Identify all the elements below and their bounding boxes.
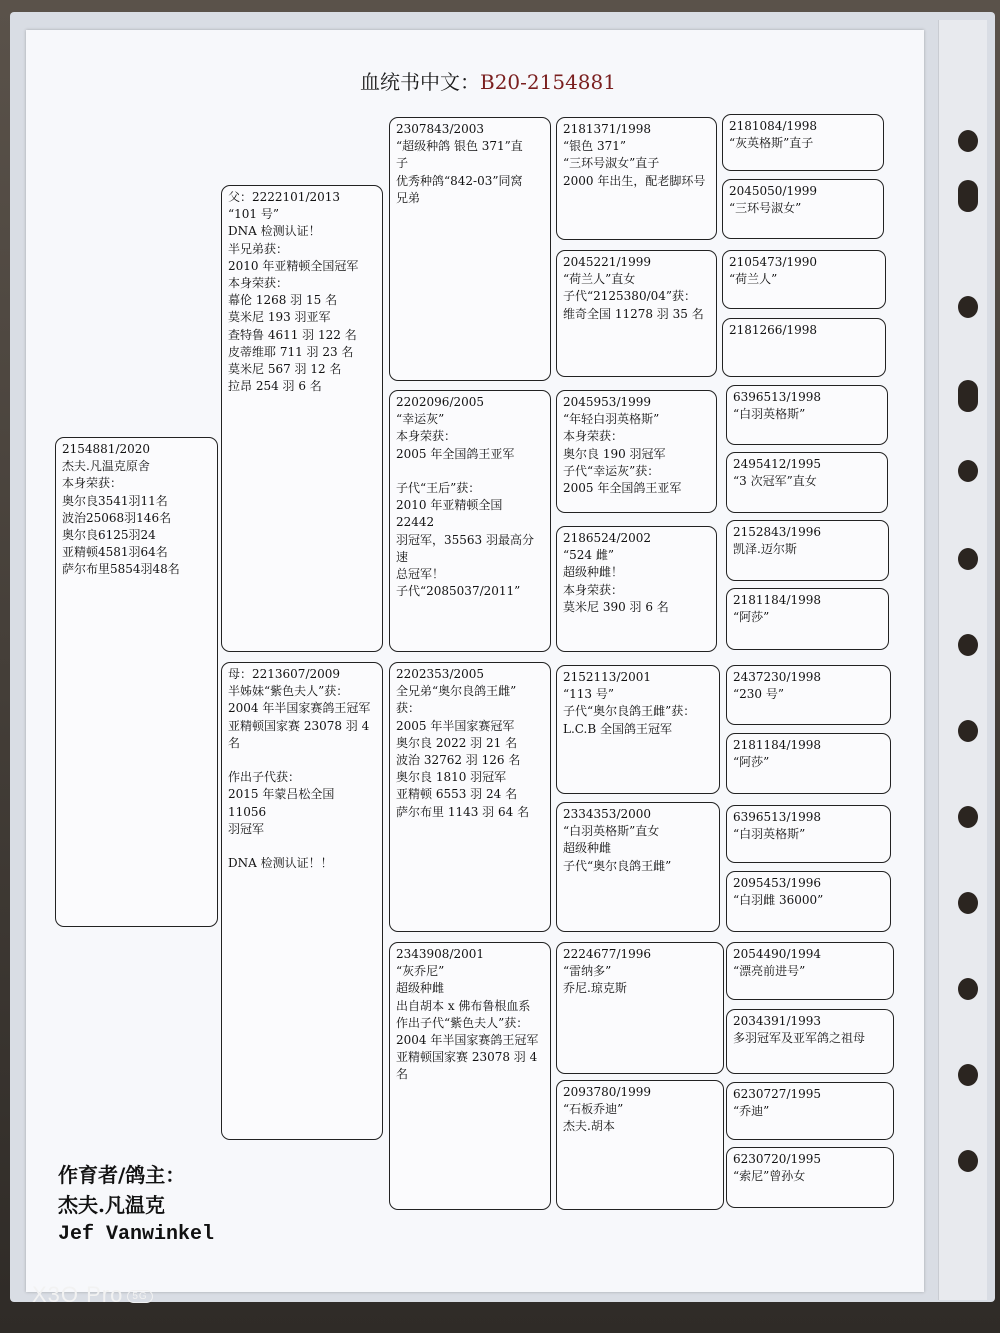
pigeon-card-ssd — [556, 250, 717, 377]
card-line: 2307843/2003 — [396, 122, 485, 136]
card-line: 奥尔良 1810 羽冠军 — [396, 770, 507, 785]
card-line: 凯泽.迈尔斯 — [733, 542, 797, 557]
title-label: 血统书中文： — [360, 70, 480, 94]
card-line: “索尼”曾孙女 — [733, 1169, 806, 1184]
card-line: 本身荣获： — [396, 429, 457, 444]
card-line: “年轻白羽英格斯” — [563, 412, 660, 427]
pigeon-card-sdd — [556, 526, 717, 652]
card-line: 父：2222101/2013 — [228, 190, 341, 204]
card-line: 莫米尼 390 羽 6 名 — [563, 599, 669, 614]
card-line: “荷兰人”直女 — [563, 272, 636, 287]
card-line: 本身荣获： — [228, 276, 289, 291]
card-line: 全兄弟“奥尔良鸽王雌” — [396, 684, 517, 699]
card-line: 本身荣获： — [563, 582, 624, 597]
punch-hole — [958, 1064, 978, 1086]
card-line: 2154881/2020 — [62, 442, 151, 456]
pigeon-card-g5-3 — [722, 250, 886, 309]
card-line: 2495412/1995 — [733, 457, 822, 471]
card-line: 波治 32762 羽 126 名 — [396, 753, 521, 768]
card-line: “阿莎” — [733, 610, 770, 625]
card-line: 2105473/1990 — [729, 255, 818, 269]
card-line: “白羽雌 36000” — [733, 893, 824, 908]
card-line: 杰夫.凡温克原舍 — [62, 459, 150, 474]
card-line: 作出子代获： — [228, 770, 301, 785]
card-line: “灰乔尼” — [396, 964, 445, 979]
card-line: DNA 检测认证！！ — [228, 856, 333, 871]
card-line: “银色 371” — [563, 139, 626, 154]
card-line: 波治25068羽146名 — [62, 510, 172, 525]
pigeon-card-dam-sire — [389, 662, 551, 932]
card-line: 总冠军！ — [396, 567, 445, 582]
pigeon-card-ddd — [556, 1080, 724, 1210]
card-line: 子代“王后”获： — [396, 481, 481, 496]
card-line: 母：2213607/2009 — [228, 667, 341, 681]
pigeon-card-g5-5 — [726, 385, 888, 445]
card-line: 奥尔良 190 羽冠军 — [563, 446, 666, 461]
card-line: 维奇全国 11278 羽 35 名 — [563, 306, 704, 321]
card-line: L.C.B 全国鸽王冠军 — [563, 721, 672, 736]
card-line: “101 号” — [228, 207, 279, 222]
card-line: 奥尔良6125羽24 — [62, 528, 156, 543]
pigeon-card-dam-dam — [389, 942, 551, 1210]
card-line: 兄弟 — [396, 190, 421, 205]
breeder-name-cn: 杰夫.凡温克 — [58, 1193, 165, 1217]
card-line: 子代“2085037/2011” — [396, 584, 521, 599]
card-line: 2034391/1993 — [733, 1014, 822, 1028]
card-line: 出自胡本 x 佛布鲁根血系 — [396, 998, 531, 1013]
card-line: 2010 年亚精顿全国 22442 — [396, 498, 507, 530]
punch-hole — [958, 130, 978, 152]
card-line: 子 — [396, 156, 409, 171]
card-line: 2004 年半国家赛鸽王冠军 — [396, 1033, 539, 1048]
card-line: 2054490/1994 — [733, 947, 822, 961]
card-line: 2093780/1999 — [563, 1085, 652, 1099]
punch-hole — [958, 296, 978, 318]
card-line: “230 号” — [733, 687, 784, 702]
card-line: 2000 年出生，配老脚环号 — [563, 173, 706, 188]
card-line: 2437230/1998 — [733, 670, 822, 684]
pigeon-card-g5-8 — [726, 588, 889, 650]
card-line: 羽冠军，35563 羽最高分速 — [396, 532, 534, 564]
punch-hole — [958, 892, 978, 914]
card-line: DNA 检测认证！ — [228, 224, 321, 239]
card-line: 2045221/1999 — [563, 255, 652, 269]
card-line: 6230720/1995 — [733, 1152, 822, 1166]
card-line: 2181184/1998 — [733, 593, 822, 607]
card-line: 亚精顿4581羽64名 — [62, 545, 168, 560]
card-line: 2186524/2002 — [563, 531, 652, 545]
pigeon-card-dss — [556, 665, 720, 794]
card-line: 2343908/2001 — [396, 947, 485, 961]
pigeon-card-dam — [221, 662, 383, 1140]
punch-hole — [958, 180, 978, 212]
card-line: “524 雌” — [563, 548, 614, 563]
card-line: “113 号” — [563, 687, 614, 702]
pigeon-card-g5-9 — [726, 665, 891, 725]
page-title — [360, 66, 616, 95]
punch-hole — [958, 548, 978, 570]
pigeon-card-subject — [55, 437, 218, 927]
card-line: 2005 年全国鸽王亚军 — [563, 481, 682, 496]
card-line: “白羽英格斯” — [733, 827, 806, 842]
card-line: 羽冠军 — [228, 821, 265, 836]
camera-watermark — [32, 1282, 153, 1308]
card-line: 拉昂 254 羽 6 名 — [228, 379, 322, 394]
breeder-name-en: Jef Vanwinkel — [58, 1223, 215, 1246]
card-line: 子代“2125380/04”获： — [563, 289, 697, 304]
card-line: 本身荣获： — [62, 476, 123, 491]
pigeon-card-dds — [556, 942, 724, 1074]
pigeon-card-g5-12 — [726, 871, 891, 932]
card-line: 超级种雌 — [563, 841, 612, 856]
card-line: “雷纳多” — [563, 964, 612, 979]
card-line: 萨尔布里 1143 羽 64 名 — [396, 804, 530, 819]
breeder-block — [58, 1160, 214, 1250]
card-line: 查特鲁 4611 羽 122 名 — [228, 327, 357, 342]
card-line: 子代“奥尔良鸽王雌”获： — [563, 704, 696, 719]
card-line: “三环号淑女”直子 — [563, 156, 660, 171]
card-line: 半兄弟获： — [228, 241, 289, 256]
pigeon-card-g5-11 — [726, 805, 891, 863]
card-line: 奥尔良 2022 羽 21 名 — [396, 735, 518, 750]
card-line: “漂亮前进号” — [733, 964, 806, 979]
punch-hole — [958, 1150, 978, 1172]
card-line: 2005 年半国家赛冠军 — [396, 718, 515, 733]
pigeon-card-g5-1 — [722, 114, 884, 171]
card-line: “超级种鸽 银色 371”直 — [396, 139, 523, 154]
card-line: 半姊妹“紫色夫人”获： — [228, 684, 349, 699]
network-badge: 5G — [127, 1290, 152, 1303]
pigeon-card-sire-dam — [389, 390, 551, 652]
card-line: 6396513/1998 — [733, 810, 822, 824]
card-line: 6230727/1995 — [733, 1087, 822, 1101]
punch-hole — [958, 806, 978, 828]
card-line: 2004 年半国家赛鸽王冠军 — [228, 701, 371, 716]
punch-hole — [958, 720, 978, 742]
punch-hole — [958, 978, 978, 1000]
pigeon-card-g5-16 — [726, 1147, 894, 1208]
card-line: 2045953/1999 — [563, 395, 652, 409]
card-line: “荷兰人” — [729, 272, 778, 287]
card-line: 亚精顿国家赛 23078 羽 4 — [396, 1050, 538, 1065]
card-line: 2224677/1996 — [563, 947, 652, 961]
card-line: “三环号淑女” — [729, 201, 802, 216]
camera-model: X3O Pro — [32, 1282, 124, 1307]
card-line: 2045050/1999 — [729, 184, 818, 198]
card-line: 2181084/1998 — [729, 119, 818, 133]
card-line: 2334353/2000 — [563, 807, 652, 821]
card-line: 皮蒂维耶 711 羽 23 名 — [228, 344, 354, 359]
card-line: 优秀种鸽“842-03”同窝 — [396, 173, 523, 188]
pigeon-card-sire — [221, 185, 383, 652]
card-line: “白羽英格斯” — [733, 407, 806, 422]
pigeon-card-g5-15 — [726, 1082, 894, 1140]
pigeon-card-sds — [556, 390, 717, 513]
card-line: 奥尔良3541羽11名 — [62, 493, 168, 508]
card-line: 获： — [396, 701, 421, 716]
card-line: 2152843/1996 — [733, 525, 822, 539]
card-line: 2181184/1998 — [733, 738, 822, 752]
card-line: 亚精顿国家赛 23078 羽 4 — [228, 718, 370, 733]
card-line: 本身荣获： — [563, 429, 624, 444]
card-line: 2095453/1996 — [733, 876, 822, 890]
card-line: 超级种雌 — [396, 981, 445, 996]
card-line: 2181371/1998 — [563, 122, 652, 136]
card-line: 2005 年全国鸽王亚军 — [396, 446, 515, 461]
card-line: “石板乔迪” — [563, 1102, 624, 1117]
card-line: “阿莎” — [733, 755, 770, 770]
card-line: 乔尼.琼克斯 — [563, 981, 627, 996]
pigeon-card-g5-13 — [726, 942, 894, 1000]
card-line: 2202353/2005 — [396, 667, 485, 681]
pigeon-card-g5-10 — [726, 733, 891, 794]
card-line: 莫米尼 567 羽 12 名 — [228, 362, 342, 377]
pigeon-card-sss — [556, 117, 717, 240]
card-line: 6396513/1998 — [733, 390, 822, 404]
card-line: 2152113/2001 — [563, 670, 652, 684]
card-line: 2010 年亚精顿全国冠军 — [228, 258, 359, 273]
pigeon-card-g5-7 — [726, 520, 889, 581]
binder-strip — [938, 20, 987, 1300]
pigeon-card-sire-sire — [389, 117, 551, 381]
card-line: 2015 年蒙吕松全国 11056 — [228, 787, 339, 819]
card-line: 名 — [228, 735, 241, 750]
card-line — [228, 752, 376, 769]
punch-hole — [958, 380, 978, 412]
card-line: “灰英格斯”直子 — [729, 136, 814, 151]
pigeon-card-g5-6 — [726, 452, 888, 513]
card-line — [228, 838, 376, 855]
pigeon-card-g5-4 — [722, 318, 886, 377]
breeder-label: 作育者/鸽主： — [58, 1163, 186, 1187]
card-line — [396, 463, 544, 480]
card-line: “3 次冠军”直女 — [733, 474, 817, 489]
card-line: 子代“奥尔良鸽王雌” — [563, 858, 672, 873]
card-line: “白羽英格斯”直女 — [563, 824, 660, 839]
card-line: 超级种雌！ — [563, 565, 624, 580]
punch-hole — [958, 460, 978, 482]
punch-hole — [958, 634, 978, 656]
card-line: 2181266/1998 — [729, 323, 818, 337]
card-line: 子代“幸运灰”获： — [563, 463, 660, 478]
card-line: 2202096/2005 — [396, 395, 485, 409]
card-line: “乔迪” — [733, 1104, 770, 1119]
card-line: 幕伦 1268 羽 15 名 — [228, 293, 338, 308]
pigeon-card-g5-2 — [722, 179, 884, 239]
pigeon-card-dsd — [556, 802, 720, 932]
title-number: B20-2154881 — [480, 70, 616, 94]
card-line: 多羽冠军及亚军鸽之祖母 — [733, 1031, 866, 1046]
card-line: 萨尔布里5854羽48名 — [62, 562, 180, 577]
card-line: 亚精顿 6553 羽 24 名 — [396, 787, 518, 802]
card-line: “幸运灰” — [396, 412, 445, 427]
pigeon-card-g5-14 — [726, 1009, 894, 1074]
card-line: 莫米尼 193 羽亚军 — [228, 310, 331, 325]
card-line: 名 — [396, 1067, 409, 1082]
card-line: 作出子代“紫色夫人”获： — [396, 1015, 529, 1030]
card-line: 杰夫.胡本 — [563, 1119, 615, 1134]
